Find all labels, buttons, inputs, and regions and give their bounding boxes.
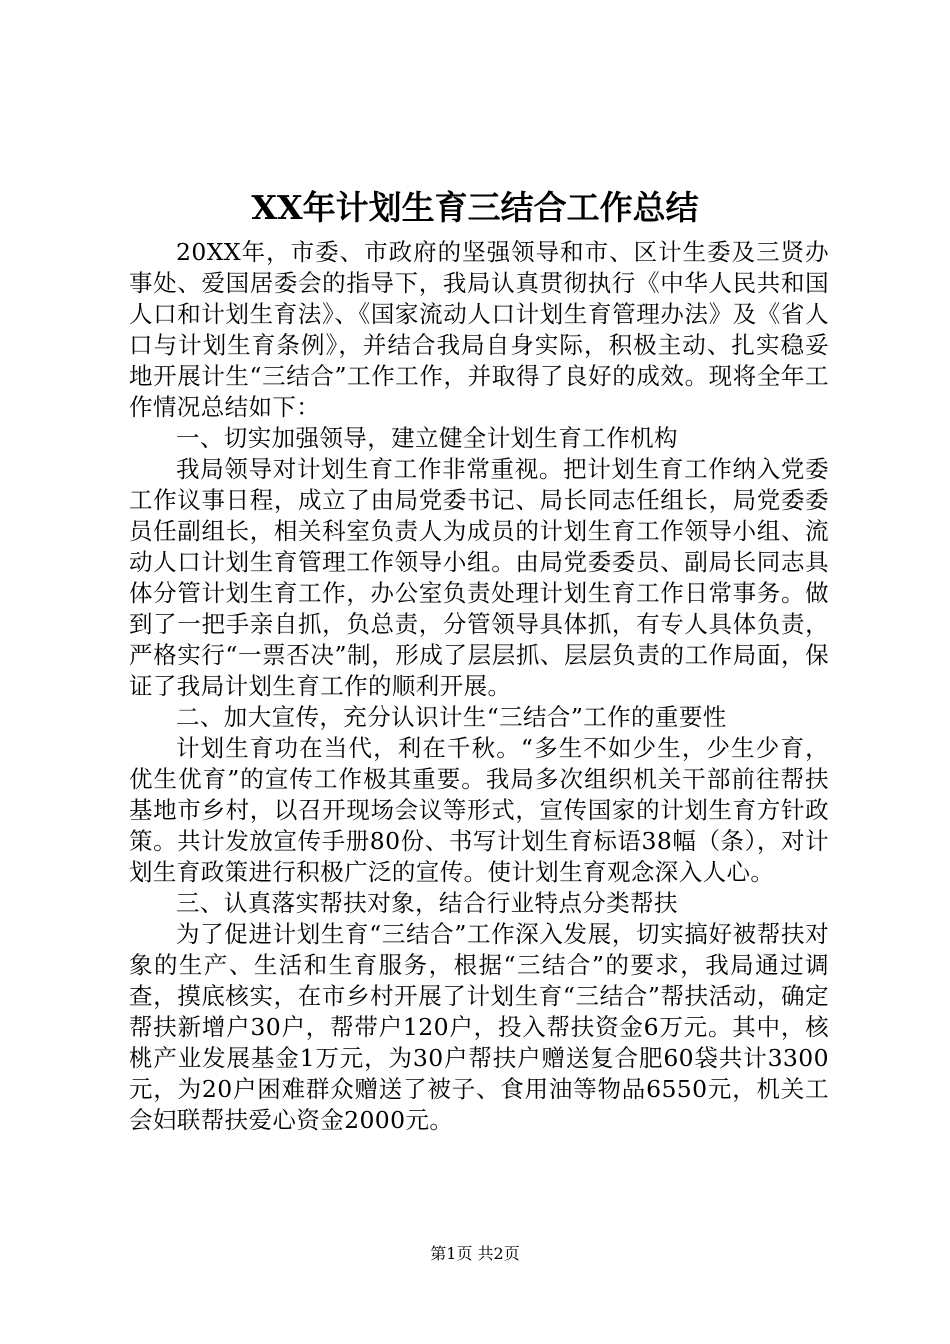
section-3-paragraph: 为了促进计划生育“三结合”工作深入发展，切实搞好被帮扶对象的生产、生活和生育服务，根据“三结合”的要求，我局通过调查，摸底核实，在市乡村开展了计划生育“三结合”帮扶活动，确定帮扶新增户30户，帮带户120户，投入帮扶资金6万元。其中，核桃产业发展基金1万元，为30户帮扶户赠送复合肥60袋共计3300元，为20户困难群众赠送了被子、食用油等物品6550元，机关工会妇联帮扶爱心资金2000元。: [129, 920, 829, 1134]
section-heading-2: 二、加大宣传，充分认识计生“三结合”工作的重要性: [176, 703, 727, 731]
document-title: XX年计划生育三结合工作总结: [251, 188, 699, 227]
section-1-paragraph: 我局领导对计划生育工作非常重视。把计划生育工作纳入党委工作议事日程，成立了由局党委书记、局长同志任组长，局党委委员任副组长，相关科室负责人为成员的计划生育工作领导小组、流动人口计划生育管理工作领导小组。由局党委委员、副局长同志具体分管计划生育工作，办公室负责处理计划生育工作日常事务。做到了一把手亲自抓，负总责，分管领导具体抓，有专人具体负责，严格实行“一票否决”制，形成了层层抓、层层负责的工作局面，保证了我局计划生育工作的顺利开展。: [129, 455, 829, 700]
intro-paragraph: 20XX年，市委、市政府的坚强领导和市、区计生委及三贤办事处、爱国居委会的指导下，我局认真贯彻执行《中华人民共和国人口和计划生育法》、《国家流动人口计划生育管理办法》及《省人口与计划生育条例》，并结合我局自身实际，积极主动、扎实稳妥地开展计生“三结合”工作工作，并取得了良好的成效。现将全年工作情况总结如下：: [129, 238, 829, 421]
document-body: [129, 237, 829, 1136]
section-heading-1: 一、切实加强领导，建立健全计划生育工作机构: [176, 424, 678, 452]
section-heading-3: 三、认真落实帮扶对象，结合行业特点分类帮扶: [176, 889, 678, 917]
page-indicator: 第1页 共2页: [430, 1244, 520, 1263]
page-footer: [0, 1242, 950, 1266]
section-2-paragraph: 计划生育功在当代，利在千秋。“多生不如少生，少生少育，优生优育”的宣传工作极其重要。我局多次组织机关干部前往帮扶基地市乡村，以召开现场会议等形式，宣传国家的计划生育方针政策。共计发放宣传手册80份、书写计划生育标语38幅（条），对计划生育政策进行积极广泛的宣传。使计划生育观念深入人心。: [129, 734, 829, 886]
